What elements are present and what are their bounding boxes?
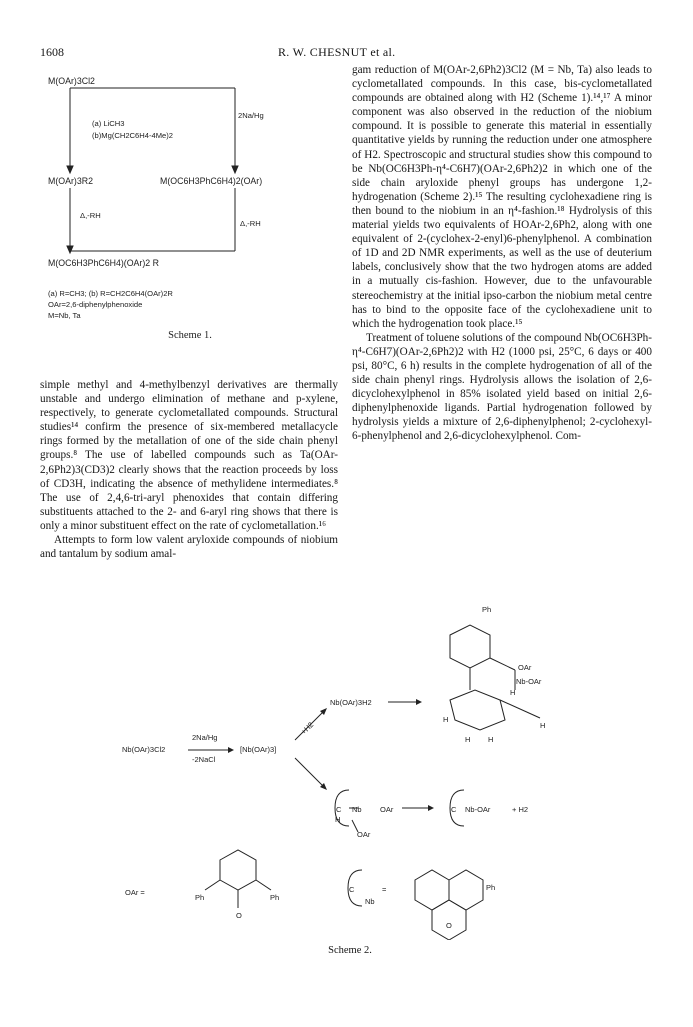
scheme2-right-nb-oar: Nb-OAr xyxy=(465,805,491,814)
left-column xyxy=(40,378,338,561)
scheme1-mid-right: M(OC6H3PhC6H4)2(OAr) xyxy=(160,176,263,186)
scheme2-lower-oar-2: OAr xyxy=(357,830,371,839)
scheme2-lower-oar-1: OAr xyxy=(380,805,394,814)
scheme2-legend-ring-o: O xyxy=(446,921,452,930)
scheme-1 xyxy=(40,66,340,346)
scheme1-bottom: M(OC6H3PhC6H4)(OAr)2 R xyxy=(48,258,159,268)
scheme2-upper-h3: H xyxy=(465,735,471,744)
scheme1-caption: Scheme 1. xyxy=(168,330,212,341)
scheme2-start: Nb(OAr)3Cl2 xyxy=(122,745,166,754)
right-column xyxy=(352,63,652,444)
scheme2-upper-h2: H xyxy=(443,715,449,724)
page-number: 1608 xyxy=(40,45,64,59)
scheme1-step-left: Δ,-RH xyxy=(80,211,101,220)
running-head: R. W. CHESNUT et al. xyxy=(278,45,396,59)
scheme2-lower-nb: Nb xyxy=(352,805,362,814)
scheme1-mid-left: M(OAr)3R2 xyxy=(48,176,93,186)
scheme2-legend-ph: Ph xyxy=(486,883,496,892)
scheme2-caption: Scheme 2. xyxy=(328,945,372,956)
right-paragraph-1: gam reduction of M(OAr-2,6Ph2)3Cl2 (M = Nb, Ta) also leads to cyclometallated compounds. In this case, bis-cyclometallated compounds are obtained along with H2 (Scheme 1).¹⁴,¹⁷ A minor component was also observed in the reduction of the niobium compound. It is possible to generate this material in essentially quantitative yields by running the reduction under one atmosphere of H2. Spectroscopic and structural studies show this compound to be Nb(OC6H3Ph-η⁴-C6H7)(OAr-2,6Ph2)2 in which one of the side chain aryloxide phenyl groups has undergone 1,2-hydrogenation (Scheme 2).¹⁵ The resulting cyclohexadiene ring is then bound to the niobium in an η⁴-fashion.¹⁸ Hydrolysis of this material yields two equivalents of HOAr-2,6Ph2, along with one equivalent of 2-(cyclohex-2-enyl)6-phenylphenol. A combination of 1D and 2D NMR experiments, as well as the use of deuterium labels, conclusively show that the two hydrogen atoms are added in a mutually cis-fashion. However, due to the unfavourable stereochemistry at the initial ipso-carbon the niobium metal centre has to bind to the opposite face of the cyclohexadiene unit to which the hydrogenation took place.¹⁵ xyxy=(352,64,652,330)
scheme2-upper-h4: H xyxy=(488,735,494,744)
scheme2-plus-h2: + H2 xyxy=(512,805,529,814)
scheme2-legend-nb: Nb xyxy=(365,897,375,906)
scheme1-note-2: OAr=2,6-diphenylphenoxide xyxy=(48,300,143,309)
scheme2-legend-ph-right: Ph xyxy=(270,893,280,902)
scheme2-reagent-top: 2Na/Hg xyxy=(192,733,218,742)
scheme1-top-left: M(OAr)3Cl2 xyxy=(48,76,95,86)
scheme2-upper-ph: Ph xyxy=(482,605,492,614)
scheme2-intermediate: [Nb(OAr)3] xyxy=(240,745,277,754)
scheme2-lower-c: C xyxy=(336,805,342,814)
scheme2-upper-h1: H xyxy=(510,688,516,697)
scheme1-reagent-a: (a) LiCH3 xyxy=(92,119,125,128)
scheme2-upper-product: Nb(OAr)3H2 xyxy=(330,698,372,707)
scheme2-upper-h5: H xyxy=(540,721,546,730)
scheme1-reagent-right: 2Na/Hg xyxy=(238,111,264,120)
left-paragraph-1: simple methyl and 4-methylbenzyl derivatives are thermally unstable and undergo elimination of methane and p-xylene, respectively, to generate cyclometallated compounds. Structural studies¹⁴ confirm the presence of six-membered metallacycle rings formed by the metallation of one of the side chain phenyl groups.⁸ The use of labelled compounds such as Ta(OAr-2,6Ph2)3(CD3)2 clearly shows that the reaction proceeds by loss of CD3H, indicating the absence of methylidene intermediates.⁸ The use of 2,4,6-tri-aryl phenoxides that contain differing substituents attached to the 2- and 6-aryl ring shows that there is only a minor substituent effect on the rate of cyclometallation.¹⁶ xyxy=(40,379,338,532)
scheme2-legend-o: O xyxy=(236,911,242,920)
scheme2-reagent-bottom: -2NaCl xyxy=(192,755,216,764)
scheme2-lower-h: H xyxy=(335,815,341,824)
scheme2-legend-oar: OAr = xyxy=(125,888,145,897)
scheme2-legend-c: C xyxy=(349,885,355,894)
scheme2-legend-ph-left: Ph xyxy=(195,893,205,902)
scheme2-upper-oar: OAr xyxy=(518,663,532,672)
scheme1-step-right: Δ,-RH xyxy=(240,219,261,228)
scheme1-note-3: M=Nb, Ta xyxy=(48,311,81,320)
scheme1-reagent-b: (b)Mg(CH2C6H4-4Me)2 xyxy=(92,131,174,140)
scheme2-upper-nb-oar: Nb-OAr xyxy=(516,677,542,686)
scheme-2 xyxy=(120,590,600,940)
left-paragraph-2: Attempts to form low valent aryloxide compounds of niobium and tantalum by sodium amal- xyxy=(40,534,338,561)
scheme2-branch-label: +H2 xyxy=(299,720,316,737)
scheme2-right-c: C xyxy=(451,805,457,814)
scheme1-note-1: (a) R=CH3; (b) R=CH2C6H4(OAr)2R xyxy=(48,289,173,298)
scheme2-legend-eq: = xyxy=(382,885,387,894)
right-paragraph-2: Treatment of toluene solutions of the compound Nb(OC6H3Ph-η⁴-C6H7)(OAr-2,6Ph2)2 with H2 (1000 psi, 25°C, 6 days or 400 psi, 80°C, 6 h) results in the complete hydrogenation of all of the side chain phenyl rings. Hydrolysis allows the isolation of 2,6-dicyclohexylphenol in 85% isolated yield based on initial 2,6-diphenylphenoxide ligands. Partial hydrogenation followed by hydrolysis yields a mixture of 2,6-diphenylphenol; 2-cyclohexyl-6-phenylphenol and 2,6-dicyclohexylphenol. Com- xyxy=(352,331,652,443)
